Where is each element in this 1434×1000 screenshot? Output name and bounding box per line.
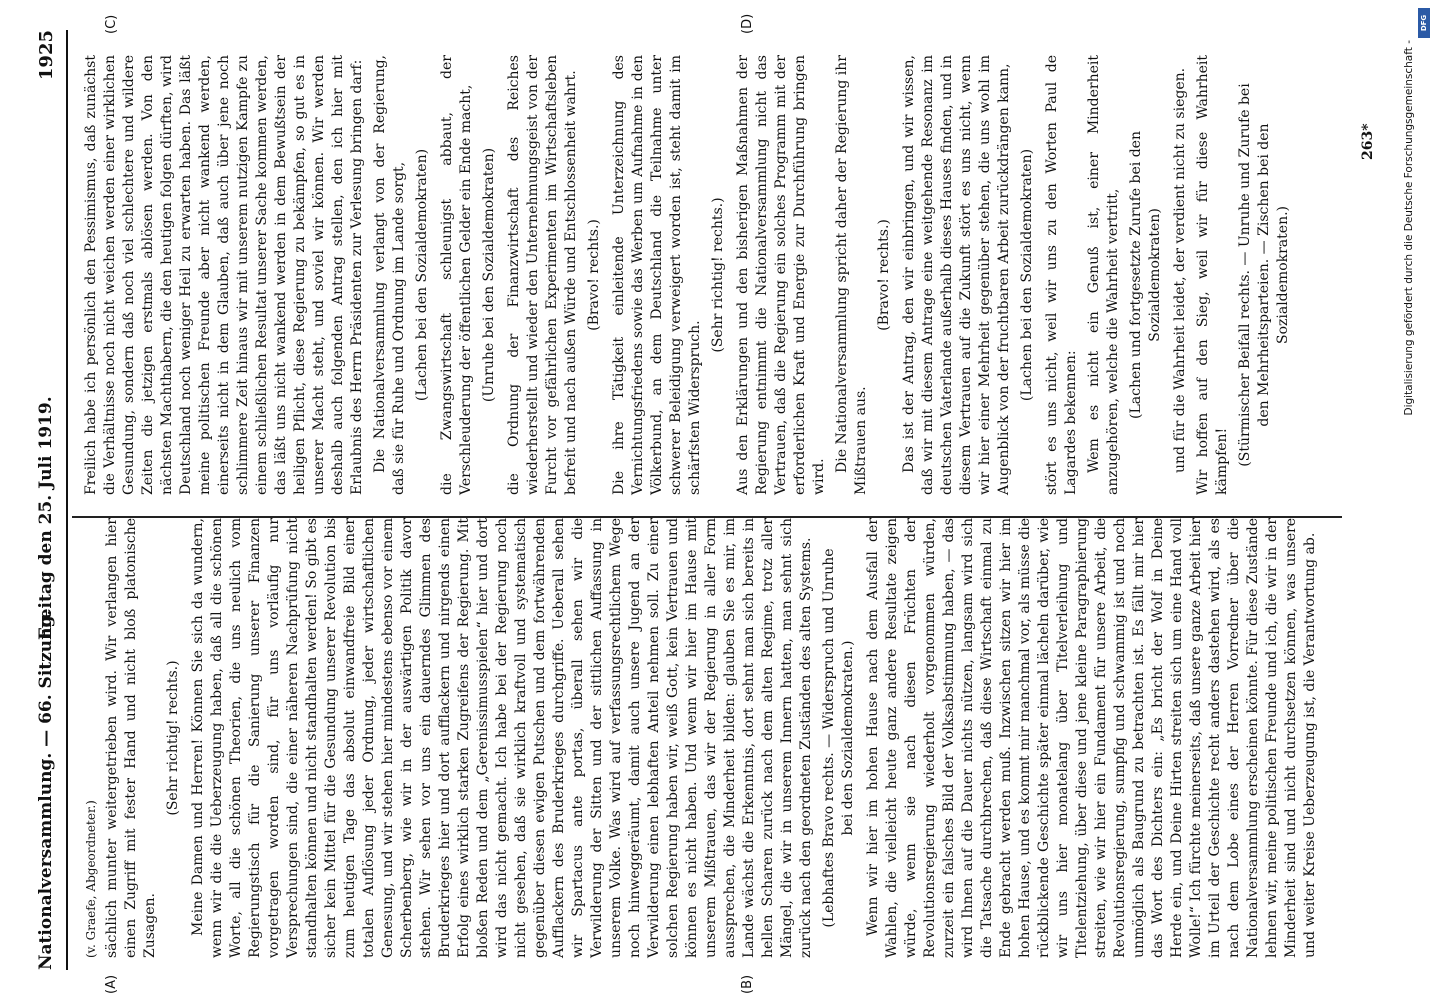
right-column: [82, 55, 1299, 495]
dfg-logo-text: DFG: [1420, 14, 1428, 32]
interjection: (Bravo! rechts.): [586, 219, 602, 331]
interjection: (Bravo! rechts.): [876, 219, 892, 331]
header-rule: [66, 30, 68, 970]
page-header: [36, 30, 62, 970]
margin-mark-c: (C): [104, 14, 119, 34]
paragraph: Das ist der Antrag, den wir einbringen, und wir wissen, daß wir mit diesem Antrage eine weitgehende Resonanz im deutschen Vaterlande außerhalb dieses Hauses finden, und in diesem Vertrauen auf die Zukunft stört es uns nicht, wenn wir hier einer Mehrheit gegenüber stehen, die uns wohl im Augenblick von der fruchtbaren Arbeit zurückdrängen kann,: [901, 55, 1012, 495]
dfg-logo: [1418, 8, 1430, 38]
interjection: (Lachen bei den Sozialdemokraten): [1019, 148, 1035, 402]
paragraph: Wir hoffen auf den Sieg, weil wir für diese Wahrheit kämpfen!: [1195, 55, 1230, 495]
interjection: (Unruhe bei den Sozialdemokraten): [481, 147, 497, 403]
credit-text: Digitalisierung gefördert durch die Deutsche Forschungsgemeinschaft -: [1403, 40, 1415, 416]
paragraph: Wenn wir hier im hohen Hause nach dem Ausfall der Wahlen, die vielleicht heute ganz andere Resultate zeigen würde, wenn sie nach diesen Früchten der Revolutionsregierung wiederholt vorgenommen würden, zurzeit ein falsches Bild der Volksabstimmung haben, — das wird Ihnen auf die Dauer nichts nützen, langsam wird sich die Tatsache durchbrechen, daß diese Wirtschaft einmal zu Ende gebracht werden muß. Inzwischen sitzen wir hier im hohen Hause, und es kommt mir manchmal vor, als müsse die rückblickende Geschichte später einmal lächeln darüber, wie wir uns hier monatelang über Titelverleihung und Titelentziehung, über diese und jene kleine Paragraphierung streiten, wie wir hier ein Fundament für unsere Arbeit, die Revolutionsregierung, sumpfig und schwammig ist und noch unmöglich als Baugrund zu betrachten ist. Es fällt mir hier das Wort des Dichters ein: „Es bricht der Wolf in Deine Herde ein, und Deine Hirten streiten sich um eine Hand voll Wolle!“ Ich fürchte meinerseits, daß unsere ganze Arbeit hier im Urteil der Geschichte recht anders dastehen wird, als es nach dem Lobe eines der Herren Vorredner über die Nationalversammlung erscheinen könnte. Für diese Zustände lehnen wir, meine politischen Freunde und ich, die wir in der Minderheit sind und nicht durchsetzen können, was unsere und weiter Kreise Ueberzeugung ist, die Verantwortung ab.: [865, 518, 1318, 958]
interjection: (Lachen bei den Sozialdemokraten): [414, 148, 430, 402]
left-column: [82, 518, 1324, 958]
interjection: (Sehr richtig! rechts.): [165, 660, 181, 816]
paragraph: Die ihre Tätigkeit einleitende Unterzeichnung des Vernichtungsfriedens sowie das Werben um Aufnahme in den Völkerbund, an dem Deutschland die Teilnahme unter schwerer Beleidigung verweigert worden ist, steht damit im schärfsten Widerspruch.: [611, 55, 703, 495]
margin-mark-d: (D): [740, 13, 755, 34]
column-divider: [72, 517, 1342, 519]
header-center: Freitag den 25. Juli 1919.: [36, 396, 56, 640]
paragraph: sächlich munter weitergetrieben wird. Wir verlangen hier einen Zugriff mit fester Hand und nicht bloß platonische Zusagen.: [104, 518, 158, 958]
interjection: (Sehr richtig! rechts.): [710, 197, 726, 353]
interjection: (Stürmischer Beifall rechts. — Unruhe und Zurufe bei den Mehrheitsparteien. — Zischen bei den Sozialdemokraten.): [1237, 83, 1291, 467]
page-footer-number: 263*: [1360, 123, 1376, 160]
paragraph: Meine Damen und Herren! Können Sie sich da wundern, wenn wir die die Ueberzeugung haben, daß all die schönen Worte, all die schönen Theorien, die uns neulich vom Regierungstisch für die Sanierung unserer Finanzen vorgetragen worden sind, für uns vorläufig nur Versprechungen sind, die einer näheren Nachprüfung nicht standhalten können und nicht standhalten werden! So gibt es sicher kein Mittel für die Gesundung unserer Revolution bis zum heutigen Tage das absolut einwandfreie Bild einer totalen Auflösung jeder Ordnung, jeder wirtschaftlichen Genesung, und wir stehen hier mindestens ebenso vor einem Scherbenberg, wie wir in der auswärtigen Politik davor stehen. Wir sehen vor uns ein dauerndes Glimmen des Bruderkrieges hier und dort aufflackern und nirgends einen Erfolg eines wirklich starken Zugreifens der Regierung. Mit bloßen Reden und dem „Gerenissimusspielen“ hier und dort wird das nicht gemacht. Ich habe bei der Regierung noch nicht gesehen, daß sie wirklich kraftvoll und systematisch gegenüber diesen ewigen Putschen und dem fortwährenden Aufflackern des Bruderkrieges durchgriffe. Ueberall sehen wir Spartacus ante portas, überall sehen wir die Verwilderung der Sitten und der sittlichen Auffassung in unserem Volke. Was wird auf verfassungsrechtlichem Wege noch hinweggeräumt, damit auch unsere Jugend an der Verwilderung einen lebhaften Anteil nehmen soll. Zu einer solchen Regierung haben wir, weiß Gott, kein Vertrauen und können es nicht haben. Und wenn wir hier im Hause mit unserem Mißtrauen, das wir der Regierung in aller Form aussprechen, die Minderheit bilden: glauben Sie es mir, im Lande wächst die Erkenntnis, dort sehnt man sich bereits in hellen Scharen zurück nach dem alten Regime, trotz aller Mängel, die wir in unserem Innern hatten, man sehnt sich zurück nach den geordneten Zuständen des alten Systems.: [190, 518, 814, 958]
paragraph: Wem es nicht ein Genuß ist, einer Minderheit anzugehören, welche die Wahrheit vertritt,: [1086, 55, 1121, 495]
paragraph: die Ordnung der Finanzwirtschaft des Reiches wiederherstellt und wieder den Unternehmungsgeist von der Furcht vor gefährlichen Experimenten im Wirtschaftsleben befreit und nach außen Würde und Entschlossenheit wahrt.: [506, 55, 579, 495]
paragraph: die Zwangswirtschaft schleunigst abbaut, der Verschleuderung der öffentlichen Gelder ein Ende macht,: [439, 55, 474, 495]
margin-mark-b: (B): [740, 974, 755, 994]
header-page-number: 1925: [36, 30, 57, 81]
paragraph: stört es uns nicht, weil wir uns zu den Worten Paul de Lagardes bekennen:: [1044, 55, 1079, 495]
interjection: (Lachen und fortgesetzte Zurufe bei den Sozialdemokraten): [1128, 131, 1163, 419]
paragraph: Die Nationalversammlung verlangt von der Regierung, daß sie für Ruhe und Ordnung im Lande sorgt,: [372, 55, 407, 495]
header-left: Nationalversammlung. — 66. Sitzung.: [36, 609, 56, 970]
margin-mark-a: (A): [104, 974, 119, 994]
paragraph: und für die Wahrheit leidet, der verdient nicht zu siegen.: [1172, 67, 1188, 473]
paragraph: Freilich habe ich persönlich den Pessimismus, daß zunächst die Verhältnisse noch nicht weichen werden einer wirklichen Gesundung, sondern daß noch viel schlechtere und wildere Zeiten die jetzigen erstmals ablösen werden. Von den nächsten Machthabern, die den heutigen folgen dürften, wird Deutschland noch weniger Heil zu erwarten haben. Das läßt meine politischen Freunde aber nicht wankend werden, einerseits nicht in dem Glauben, daß auch über jene noch schlimmere Zeit hinaus wir mit unserem nutzigen Kampfe zu einem schließlichen Resultat unserer Sache kommen werden, das läßt uns nicht wankend werden in dem Bewußtsein der heiligen Pflicht, diese Regierung zu bekämpfen, so gut es in unserer Macht steht, und soviel wir können. Wir werden deshalb auch folgenden Antrag stellen, den ich hier mit Erlaubnis des Herrn Präsidenten zur Verlesung bringen darf:: [83, 55, 365, 495]
interjection: (Lebhaftes Bravo rechts. — Widerspruch und Unruhe bei den Sozialdemokraten.): [821, 548, 856, 928]
paragraph: Aus den Erklärungen und den bisherigen Maßnahmen der Regierung entnimmt die Nationalversammlung nicht das Vertrauen, daß die Regierung ein solches Programm mit der erforderlichen Kraft und Energie zur Durchführung bringen wird.: [735, 55, 827, 495]
credit-strip: [1396, 0, 1434, 1000]
speaker-label: (v. Graefe, Abgeordneter.): [84, 800, 98, 958]
paragraph: Die Nationalversammlung spricht daher der Regierung ihr Mißtrauen aus.: [834, 55, 869, 495]
